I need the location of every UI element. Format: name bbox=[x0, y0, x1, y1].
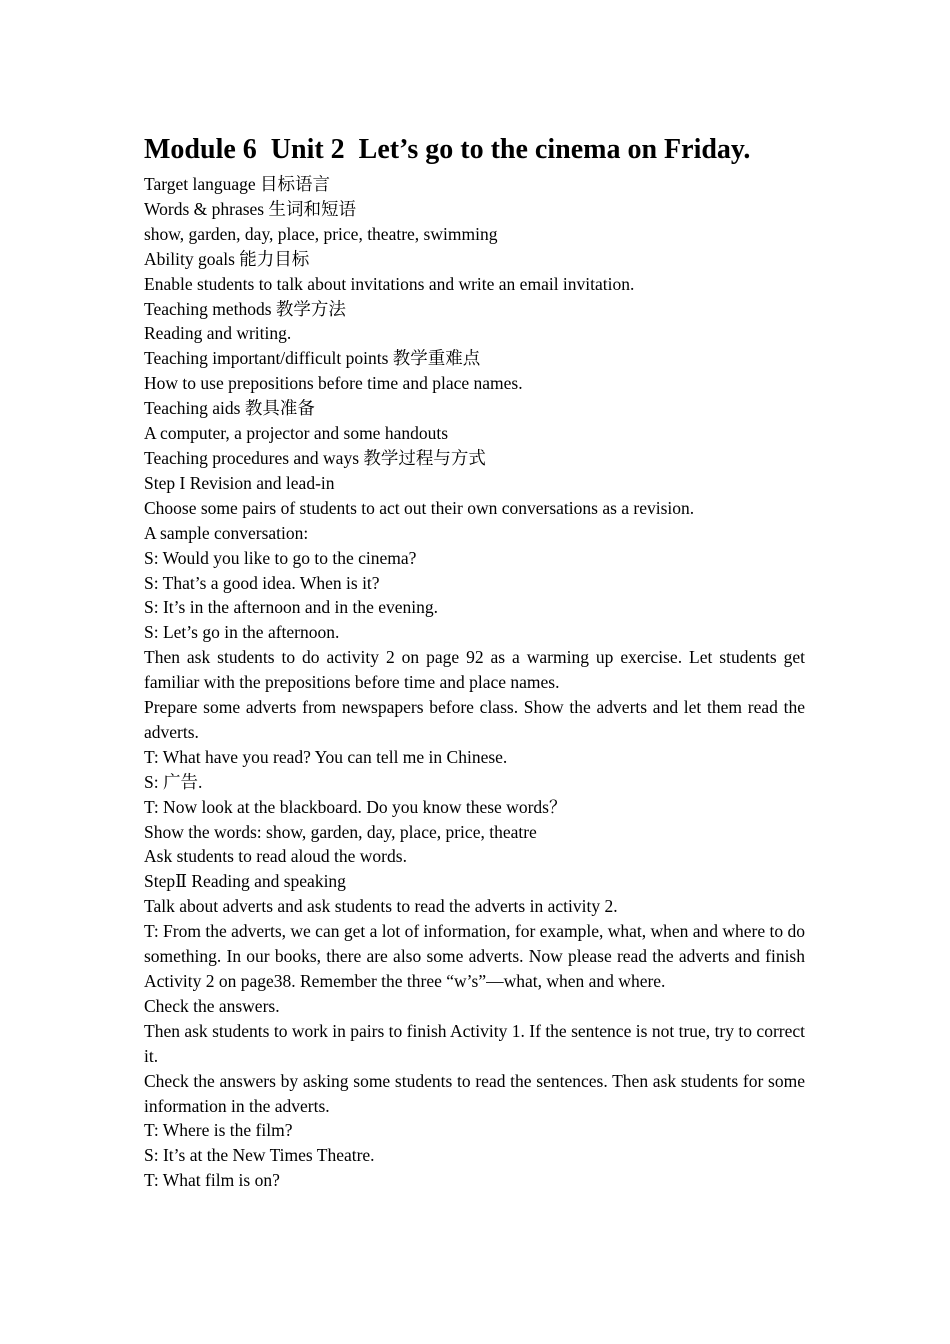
paragraph: T: What film is on? bbox=[144, 1170, 280, 1191]
paragraph: Ability goals 能力目标 bbox=[144, 248, 310, 269]
paragraph: S: It’s in the afternoon and in the evening. bbox=[144, 597, 439, 618]
paragraph: Step I Revision and lead-in bbox=[144, 472, 335, 493]
paragraph: S: Would you like to go to the cinema? bbox=[144, 547, 417, 568]
paragraph: Teaching procedures and ways 教学过程与方式 bbox=[144, 447, 486, 468]
paragraph: S: It’s at the New Times Theatre. bbox=[144, 1145, 375, 1166]
paragraph: T: From the adverts, we can get a lot of information, for example, what, when and where to do something. In our books, there are also some adverts. Now please read the adverts and finish Activity 2 on page38. Remember the three “w’s”—what, when and where. bbox=[144, 921, 806, 991]
paragraph: Reading and writing. bbox=[144, 323, 292, 344]
paragraph: show, garden, day, place, price, theatre, swimming bbox=[144, 223, 498, 244]
document-title: Module 6 Unit 2 Let’s go to the cinema on Friday. bbox=[144, 134, 751, 165]
paragraph: StepⅡ Reading and speaking bbox=[144, 871, 346, 892]
paragraph: S: Let’s go in the afternoon. bbox=[144, 622, 340, 643]
paragraph: Ask students to read aloud the words. bbox=[144, 846, 407, 867]
document-body bbox=[144, 172, 805, 1193]
paragraph: T: Now look at the blackboard. Do you know these words？ bbox=[144, 796, 567, 817]
paragraph: A sample conversation: bbox=[144, 522, 309, 543]
paragraph: A computer, a projector and some handouts bbox=[144, 423, 449, 444]
paragraph: Then ask students to do activity 2 on page 92 as a warming up exercise. Let students get familiar with the prepositions before time and place names. bbox=[144, 647, 805, 693]
paragraph: Target language 目标语言 bbox=[144, 174, 331, 194]
paragraph: Check the answers. bbox=[144, 995, 280, 1016]
paragraph: S: That’s a good idea. When is it? bbox=[144, 572, 380, 593]
paragraph: Enable students to talk about invitations and write an email invitation. bbox=[144, 273, 635, 294]
paragraph: Choose some pairs of students to act out their own conversations as a revision. bbox=[144, 497, 695, 518]
paragraph: T: What have you read? You can tell me in Chinese. bbox=[144, 746, 508, 767]
paragraph: T: Where is the film? bbox=[144, 1120, 293, 1141]
document-page bbox=[144, 132, 805, 1193]
paragraph: Then ask students to work in pairs to finish Activity 1. If the sentence is not true, try to correct it. bbox=[144, 1020, 805, 1066]
paragraph: Teaching aids 教具准备 bbox=[144, 398, 315, 419]
paragraph: Show the words: show, garden, day, place, price, theatre bbox=[144, 821, 537, 842]
paragraph: Teaching important/difficult points 教学重难点 bbox=[144, 348, 481, 369]
paragraph: Words & phrases 生词和短语 bbox=[144, 198, 356, 219]
paragraph: How to use prepositions before time and place names. bbox=[144, 373, 523, 394]
paragraph: Talk about adverts and ask students to read the adverts in activity 2. bbox=[144, 896, 618, 917]
paragraph: Check the answers by asking some students to read the sentences. Then ask students for some information in the adverts. bbox=[144, 1070, 805, 1116]
paragraph: Teaching methods 教学方法 bbox=[144, 298, 346, 319]
paragraph: S: 广告. bbox=[144, 771, 203, 792]
paragraph: Prepare some adverts from newspapers before class. Show the adverts and let them read the adverts. bbox=[144, 697, 805, 742]
